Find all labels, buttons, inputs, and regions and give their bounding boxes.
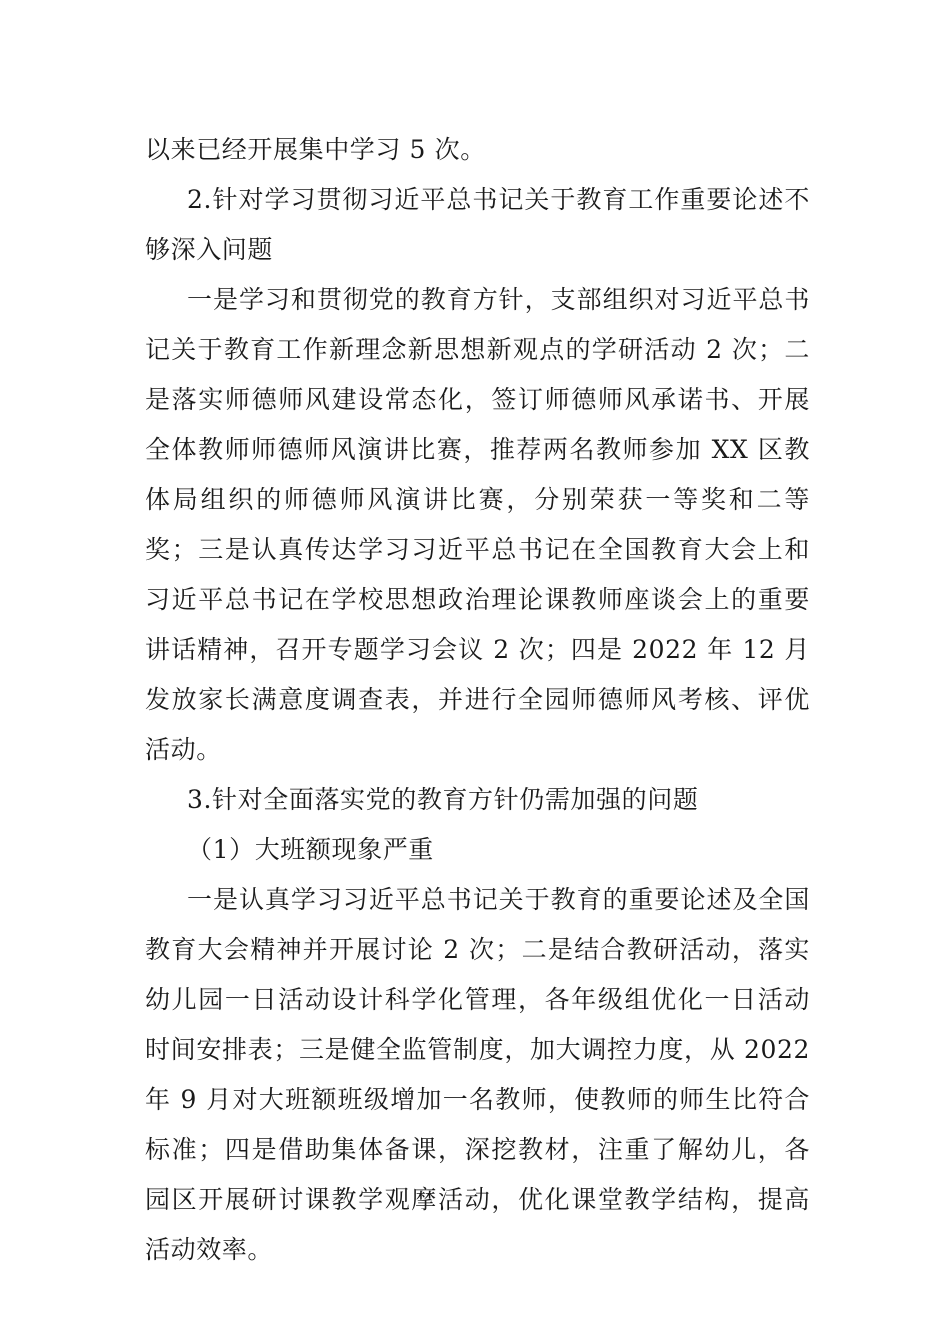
paragraph-continuation: 以来已经开展集中学习 5 次。 bbox=[145, 135, 486, 164]
heading-item-2: 2.针对学习贯彻习近平总书记关于教育工作重要论述不够深入问题 bbox=[145, 185, 810, 264]
document-body bbox=[145, 125, 810, 1275]
paragraph-3-1-body: 一是认真学习习近平总书记关于教育的重要论述及全国教育大会精神并开展讨论 2 次；二是结合教研活动，落实幼儿园一日活动设计科学化管理，各年级组优化一日活动时间安排表；三是健全监管制度，加大调控力度，从 2022 年 9 月对大班额班级增加一名教师，使教师的师生比符合标准；四是借助集体备课，深挖教材，注重了解幼儿，各园区开展研讨课教学观摩活动，优化课堂教学结构，提高活动效率。 bbox=[145, 885, 810, 1264]
paragraph-item-2-body: 一是学习和贯彻党的教育方针，支部组织对习近平总书记关于教育工作新理念新思想新观点的学研活动 2 次；二是落实师德师风建设常态化，签订师德师风承诺书、开展全体教师师德师风演讲比赛，推荐两名教师参加 XX 区教体局组织的师德师风演讲比赛，分别荣获一等奖和二等奖；三是认真传达学习习近平总书记在全国教育大会上和习近平总书记在学校思想政治理论课教师座谈会上的重要讲话精神，召开专题学习会议 2 次；四是 2022 年 12 月发放家长满意度调查表，并进行全园师德师风考核、评优活动。 bbox=[145, 285, 810, 764]
heading-item-3: 3.针对全面落实党的教育方针仍需加强的问题 bbox=[187, 785, 699, 814]
subheading-3-1: （1）大班额现象严重 bbox=[187, 835, 434, 864]
